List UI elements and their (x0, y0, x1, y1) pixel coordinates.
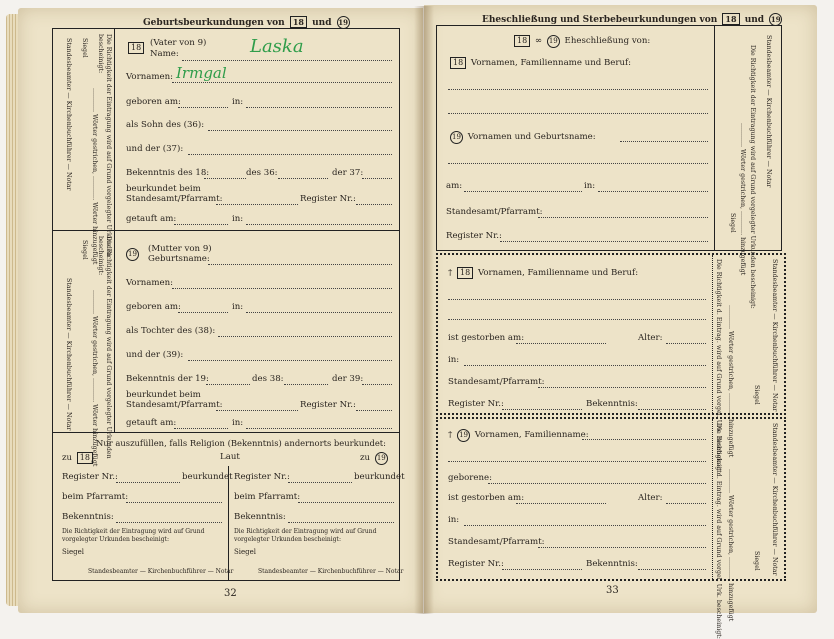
marriage-box-18: 18 (514, 35, 530, 47)
father-certify-1: Die Richtigkeit der Eintragung wird auf Grund vorgelegter Urkunden (105, 34, 112, 257)
rel-left-siegel: Siegel (62, 548, 85, 556)
death19-register-line (502, 569, 582, 570)
death19-standesamt-line (538, 547, 706, 548)
marriage-19-label: Vornamen und Geburtsname: (467, 132, 596, 142)
right-header-und: und (744, 15, 765, 25)
father-name-value: Laska (250, 36, 304, 57)
mother-register-line (356, 410, 392, 411)
right-box-18: 18 (722, 13, 739, 25)
marriage-18-label: Vornamen, Familienname und Beruf: (470, 58, 632, 68)
father-beurkundet-label: beurkundet beim (126, 184, 201, 194)
death18-cross: † (448, 268, 453, 278)
rel-right-register: Register Nr.: (234, 472, 290, 482)
father-getauft-label: getauft am: (126, 214, 177, 224)
death18-bekenntnis-line (638, 409, 706, 410)
father-geboren-line (178, 107, 228, 108)
mother-der39-label: der 39: (332, 374, 364, 384)
father-vornamen-value: Irmgal (176, 64, 227, 82)
father-prefix: (Vater von 9) (150, 38, 207, 48)
death18-title (448, 267, 638, 279)
marriage-certify-3: ............ Wörter gestrichen, ............ hinzugefügt (739, 123, 746, 276)
marriage-in-line (598, 191, 708, 192)
page-number-right: 33 (606, 585, 619, 596)
father-geboren-label: geboren am: (126, 97, 181, 107)
mother-prefix: (Mutter von 9) (148, 244, 212, 254)
death19-bekenntnis-line (638, 569, 706, 570)
mother-circle-19: 19 (126, 248, 139, 261)
rel-left-sign: Standesbeamter — Kirchenbuchführer — Notar (88, 568, 234, 575)
rel-left-bekenntnis-line (116, 522, 222, 523)
religion-zu-right (360, 452, 390, 465)
father-der37-line (362, 178, 392, 179)
religion-zu-left (62, 452, 95, 464)
mother-tochter-line (218, 336, 392, 337)
mother-beurkundet-label: beurkundet beim (126, 390, 201, 400)
father-box-18: 18 (128, 42, 144, 54)
father-getauft-in-label: in: (232, 214, 244, 224)
marriage-register-line (500, 241, 708, 242)
mother-in-label: in: (232, 302, 244, 312)
death19-gestorben: ist gestorben am: (448, 493, 525, 503)
mother-und-der-label: und der (39): (126, 350, 184, 360)
mother-und-der-line (188, 360, 392, 361)
death18-gestorben-line (516, 343, 606, 344)
mother-siegel: Siegel (81, 240, 88, 260)
death18-bekenntnis: Bekenntnis: (586, 399, 638, 409)
father-und-der-line (188, 154, 392, 155)
left-header-title: Geburtsbeurkundungen von (143, 18, 285, 28)
father-bekenntnis-line (204, 178, 246, 179)
father-getauft-in-line (246, 224, 392, 225)
father-standesamt-label: Standesamt/Pfarramt: (126, 194, 223, 204)
marriage-standesbeamter: Standesbeamter — Kirchenbuchführer — Notar (765, 35, 772, 188)
marriage-side-divider (714, 25, 715, 251)
rel-left-certify: Die Richtigkeit der Eintragung wird auf Grund vorgelegter Urkunden bescheinigt: (62, 528, 205, 543)
mother-certify-3: ............ Wörter gestrichen, ............ Wörter hinzugefügt (91, 290, 98, 467)
right-page (424, 5, 817, 639)
circle-19: 19 (338, 18, 349, 27)
mother-name-label: Geburtsname: (148, 254, 210, 264)
marriage-am: am: (446, 181, 463, 191)
death19-in: in: (448, 515, 460, 525)
death19-title (448, 429, 589, 442)
mother-getauft-line (174, 428, 228, 429)
death19-side-divider (712, 419, 713, 579)
father-name-label: Name: (150, 49, 179, 59)
page-number-left: 32 (224, 588, 237, 599)
rel-right-pfarramt: beim Pfarramt: (234, 492, 301, 502)
right-circle-19: 19 (770, 15, 781, 24)
rel-right-bekenntnis-line (288, 522, 394, 523)
death18-certify-3: ............ Wörter gestrichen, ............ hinzugefügt (727, 305, 734, 458)
mother-der39-line (362, 384, 392, 385)
rel-left-register-line (116, 482, 180, 483)
death18-standesamt: Standesamt/Pfarramt: (448, 377, 545, 387)
father-sohn-line (208, 130, 392, 131)
right-header-title: Eheschließung und Sterbebeurkundungen von (482, 15, 718, 25)
father-und-der-label: und der (37): (126, 144, 184, 154)
father-des36-label: des 36: (246, 168, 278, 178)
marriage-18-line-1 (448, 89, 708, 90)
father-certify-2: bescheinigt: (97, 34, 104, 74)
death18-line-2 (448, 319, 706, 320)
mother-getauft-label: getauft am: (126, 418, 177, 428)
marriage-standesamt-line (538, 217, 708, 218)
father-siegel: Siegel (81, 38, 88, 58)
death19-certify-3: ............ Wörter gestrichen, ............ hinzugefügt (727, 469, 734, 622)
mother-vornamen-label: Vornamen: (126, 278, 174, 288)
marriage-19-line-a (620, 141, 708, 142)
mother-standesamt-label: Standesamt/Pfarramt: (126, 400, 223, 410)
rel-right-sign: Standesbeamter — Kirchenbuchführer — Notar (258, 568, 404, 575)
mother-des38-line (284, 384, 328, 385)
rel-right-pfarramt-line (298, 502, 394, 503)
rel-right-siegel: Siegel (234, 548, 257, 556)
marriage-in: in: (584, 181, 596, 191)
marriage-title-text: Eheschließung von: (564, 36, 651, 46)
marriage-certify: Die Richtigkeit der Eintragung wird auf Grund vorgelegter Urkunden bescheinigt: (749, 45, 756, 309)
death18-gestorben: ist gestorben am: (448, 333, 525, 343)
death19-alter: Alter: (638, 493, 663, 503)
rel-right-bekenntnis: Bekenntnis: (234, 512, 286, 522)
death19-circle: 19 (457, 429, 470, 442)
mother-register-label: Register Nr.: (300, 400, 356, 410)
mother-getauft-in-label: in: (232, 418, 244, 428)
father-in-label: in: (232, 97, 244, 107)
left-page (18, 8, 423, 613)
mother-bekenntnis-label: Bekenntnis der 19: (126, 374, 209, 384)
death19-standesbeamter: Standesbeamter — Kirchenbuchführer — Notar (771, 423, 778, 576)
death19-bekenntnis: Bekenntnis: (586, 559, 638, 569)
father-des36-line (278, 178, 328, 179)
rel-right-beurkundet: beurkundet (354, 472, 405, 482)
mother-vornamen-line (172, 288, 392, 289)
mother-in-line (246, 312, 392, 313)
father-der37-label: der 37: (332, 168, 364, 178)
religion-laut: Laut (220, 452, 240, 462)
death19-standesamt: Standesamt/Pfarramt: (448, 537, 545, 547)
rel-left-beurkundet: beurkundet (182, 472, 233, 482)
rel-right-register-line (288, 482, 352, 483)
death18-line-1 (448, 299, 706, 300)
rel-left-pfarramt-line (126, 502, 222, 503)
religion-circle-19: 19 (375, 452, 388, 465)
mother-geboren-line (178, 312, 228, 313)
father-register-label: Register Nr.: (300, 194, 356, 204)
left-header-und: und (312, 18, 332, 28)
mother-certify-1: Die Richtigkeit der Eintragung wird auf Grund vorgelegter Urkunden (105, 236, 112, 459)
book-gutter (414, 6, 434, 614)
mother-id (124, 248, 141, 261)
death19-line-a (582, 439, 706, 440)
death18-box: 18 (457, 267, 473, 279)
mother-getauft-in-line (246, 428, 392, 429)
marriage-am-line (464, 191, 582, 192)
father-standesbeamter: Standesbeamter — Kirchenbuchführer — Notar (65, 38, 72, 191)
marriage-circle-19: 19 (547, 35, 560, 48)
father-name-line (182, 60, 392, 61)
death18-alter: Alter: (638, 333, 663, 343)
father-vornamen-line (172, 82, 392, 83)
death18-label: Vornamen, Familienname und Beruf: (477, 268, 639, 278)
mother-bekenntnis-line (206, 384, 250, 385)
religion-zu-text: zu (62, 453, 73, 463)
death18-in-line (464, 365, 706, 366)
mother-certify-2: bescheinigt: (97, 236, 104, 276)
mother-des38-label: des 38: (252, 374, 284, 384)
rel-left-bekenntnis: Bekenntnis: (62, 512, 114, 522)
father-id (126, 42, 146, 54)
death19-geborene: geborene: (448, 473, 492, 483)
rel-left-pfarramt: beim Pfarramt: (62, 492, 129, 502)
mother-name-line (208, 264, 392, 265)
father-bekenntnis-label: Bekenntnis des 18: (126, 168, 210, 178)
marriage-18 (448, 57, 631, 69)
mother-standesamt-line (216, 410, 298, 411)
father-vornamen-label: Vornamen: (126, 72, 174, 82)
death18-side-divider (712, 255, 713, 413)
rel-right-certify: Die Richtigkeit der Eintragung wird auf Grund vorgelegter Urkunden bescheinigt: (234, 528, 377, 543)
death18-in: in: (448, 355, 460, 365)
marriage-title: 18 ∞ 19 Eheschließung von: (512, 35, 650, 48)
religion-title: Nur auszufüllen, falls Religion (Bekenntnis) andernorts beurkundet: (96, 438, 386, 448)
father-register-line (356, 204, 392, 205)
death18-standesbeamter: Standesbeamter — Kirchenbuchführer — Notar (771, 259, 778, 412)
father-getauft-line (174, 224, 228, 225)
mother-geboren-label: geboren am: (126, 302, 181, 312)
box-18: 18 (290, 16, 307, 28)
death19-gestorben-line (516, 503, 606, 504)
mother-standesbeamter: Standesbeamter — Kirchenbuchführer — Notar (65, 278, 72, 431)
father-standesamt-line (216, 204, 298, 205)
religion-column-divider (228, 466, 229, 581)
marriage-18-box: 18 (450, 57, 466, 69)
marriage-19-line-b (448, 163, 708, 164)
death19-line-b (448, 461, 706, 462)
death18-certify: Die Richtigkeit d. Eintrag. wird auf Grund vorgel. Urk. bescheinigt: (715, 259, 722, 475)
death19-register: Register Nr.: (448, 559, 504, 569)
religion-box-18: 18 (77, 452, 93, 464)
father-certify-3: ............ Wörter gestrichen, ............ Wörter hinzugefügt (91, 88, 98, 265)
death19-label: Vornamen, Familienname: (474, 430, 589, 440)
marriage-standesamt: Standesamt/Pfarramt: (446, 207, 543, 217)
marriage-siegel: Siegel (729, 213, 736, 233)
marriage-register: Register Nr.: (446, 231, 502, 241)
death19-alter-line (666, 503, 706, 504)
death18-register-line (502, 409, 582, 410)
death19-siegel: Siegel (753, 551, 760, 571)
rel-left-register: Register Nr.: (62, 472, 118, 482)
death18-standesamt-line (538, 387, 706, 388)
death18-alter-line (666, 343, 706, 344)
father-sohn-label: als Sohn des (36): (126, 120, 205, 130)
mother-tochter-label: als Tochter des (38): (126, 326, 216, 336)
marriage-18-line-2 (448, 113, 708, 114)
religion-zu-text-2: zu (360, 453, 371, 463)
death19-certify: Die Richtigkeit d. Eintrag. wird auf Grund vorgel. Urk. bescheinigt: (715, 423, 722, 639)
death19-geborene-line (488, 483, 706, 484)
death19-cross: † (448, 430, 453, 440)
marriage-19 (448, 131, 596, 144)
father-in-line (246, 107, 392, 108)
death18-siegel: Siegel (753, 385, 760, 405)
death18-register: Register Nr.: (448, 399, 504, 409)
marriage-19-circle: 19 (450, 131, 463, 144)
death19-in-line (464, 525, 706, 526)
